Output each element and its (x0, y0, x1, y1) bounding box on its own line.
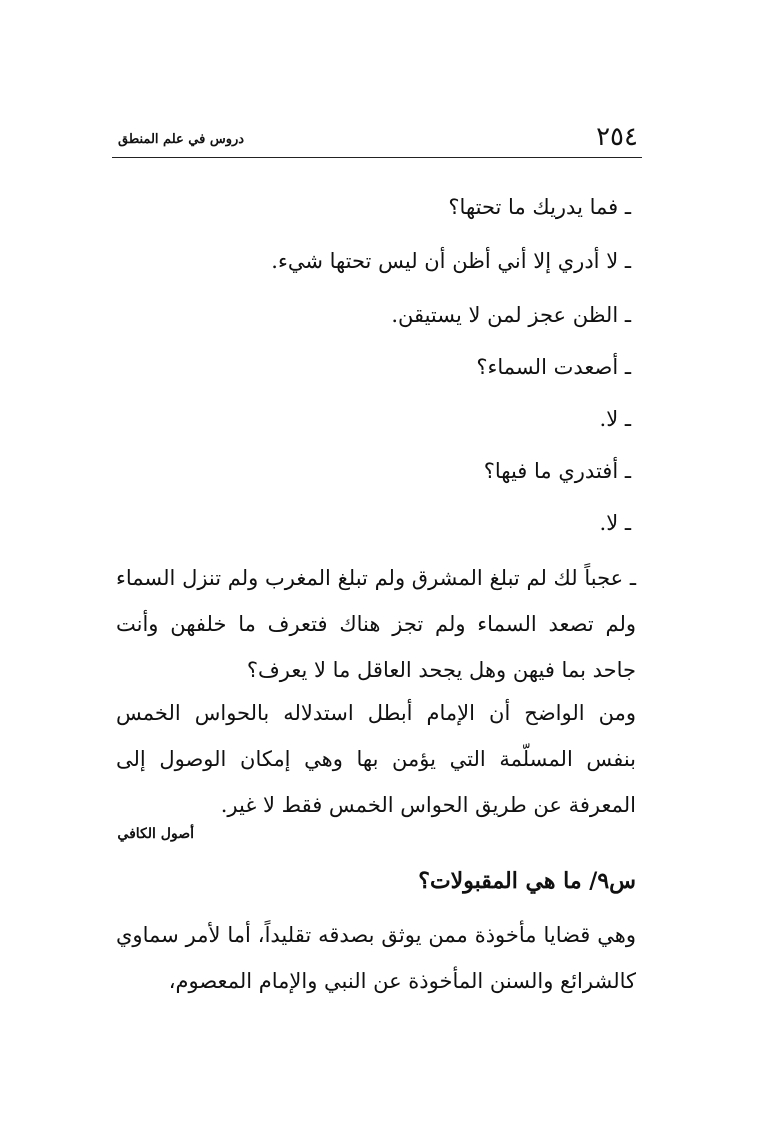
dialogue-line: ـ فما يدريك ما تحتها؟ (448, 195, 631, 219)
dialogue-line: ـ أصعدت السماء؟ (476, 355, 631, 379)
dialogue-line: ـ لا. (599, 407, 631, 431)
paragraph-text: وهي قضايا مأخوذة ممن يوثق بصدقه تقليداً، أما لأمر سماوي كالشرائع والسنن المأخوذة عن النبي والإمام المعصوم، (116, 923, 636, 993)
paragraph-text: ـ عجباً لك لم تبلغ المشرق ولم تبلغ المغرب ولم تنزل السماء ولم تصعد السماء ولم تجز هناك فتعرف ما خلفهن وأنت جاحد بما فيهن وهل يجحد العاقل ما لا يعرف؟ (116, 566, 636, 682)
paragraph-text: ومن الواضح أن الإمام أبطل استدلاله بالحواس الخمس بنفس المسلّمة التي يؤمن بها وهي إمكان الوصول إلى المعرفة عن طريق الحواس الخمس فقط لا غير. (116, 701, 636, 817)
dialogue-line: ـ لا. (599, 511, 631, 535)
page-header (112, 122, 642, 158)
source-label: أصول الكافي (117, 826, 194, 842)
dialogue-line: ـ أفتدري ما فيها؟ (483, 459, 631, 483)
question-heading: س٩/ ما هي المقبولات؟ (418, 868, 636, 894)
dialogue-line: ـ الظن عجز لمن لا يستيقن. (391, 303, 631, 327)
paragraph-answer (116, 912, 636, 1004)
paragraph-reply (116, 555, 636, 693)
paragraph-commentary (116, 690, 636, 828)
page-number: ٢٥٤ (596, 122, 638, 152)
dialogue-line: ـ لا أدري إلا أني أظن أن ليس تحتها شيء. (271, 249, 631, 273)
running-title: دروس في علم المنطق (118, 132, 245, 147)
header-rule (112, 157, 642, 158)
